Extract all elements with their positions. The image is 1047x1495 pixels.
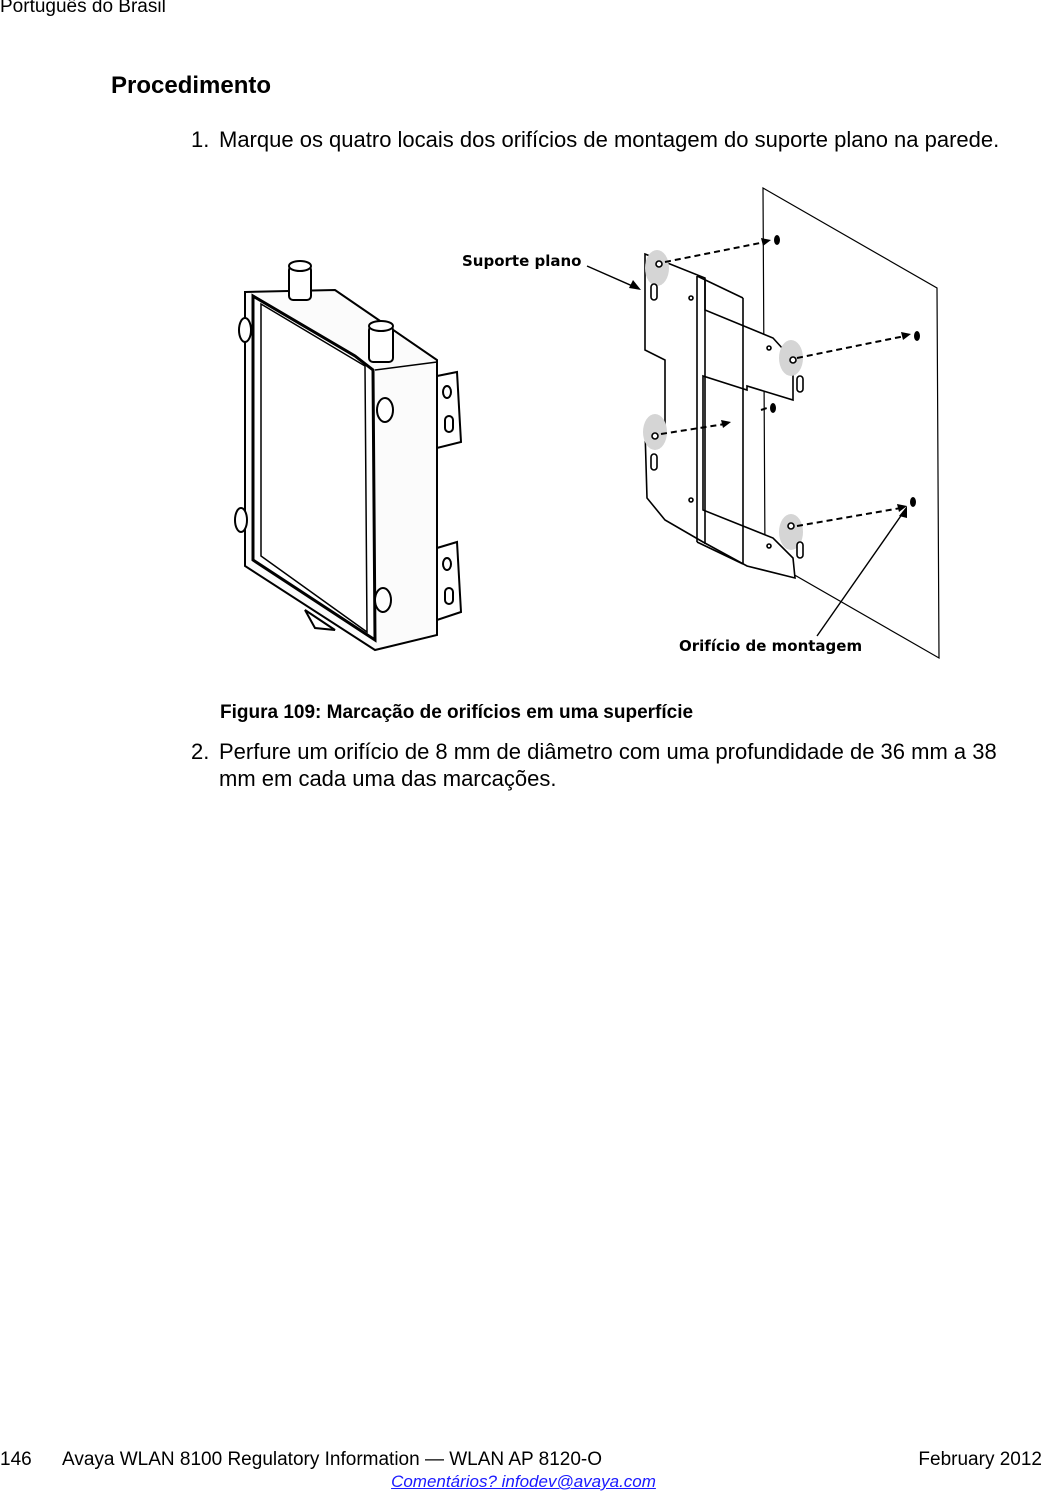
document-title: Avaya WLAN 8100 Regulatory Information — WLAN AP 8120-O [62, 1449, 603, 1470]
page-number: 146 [0, 1449, 32, 1470]
figure-caption: Figura 109: Marcação de orifícios em uma superfície [220, 702, 694, 723]
feedback-link[interactable]: Comentários? infodev@avaya.com [391, 1472, 656, 1491]
language-label: Português do Brasil [0, 0, 166, 17]
bracket-label: Suporte plano [462, 252, 582, 270]
step-text: Marque os quatro locais dos orifícios de montagem do suporte plano na parede. [219, 127, 1000, 152]
section-heading: Procedimento [111, 72, 272, 99]
mounting-figure [225, 180, 945, 662]
step-number: 2. [191, 739, 210, 764]
step-2 [191, 738, 1041, 794]
hole-label: Orifício de montagem [679, 637, 863, 655]
step-number: 1. [191, 127, 210, 152]
step-1 [191, 126, 1041, 154]
step-text: Perfure um orifício de 8 mm de diâmetro com uma profundidade de 36 mm a 38 mm em cada uma das marcações. [219, 739, 997, 791]
access-point-device [235, 261, 461, 650]
publication-date: February 2012 [918, 1449, 1042, 1470]
flat-bracket-drawing [643, 250, 803, 578]
footer-link-row [0, 1472, 1047, 1492]
